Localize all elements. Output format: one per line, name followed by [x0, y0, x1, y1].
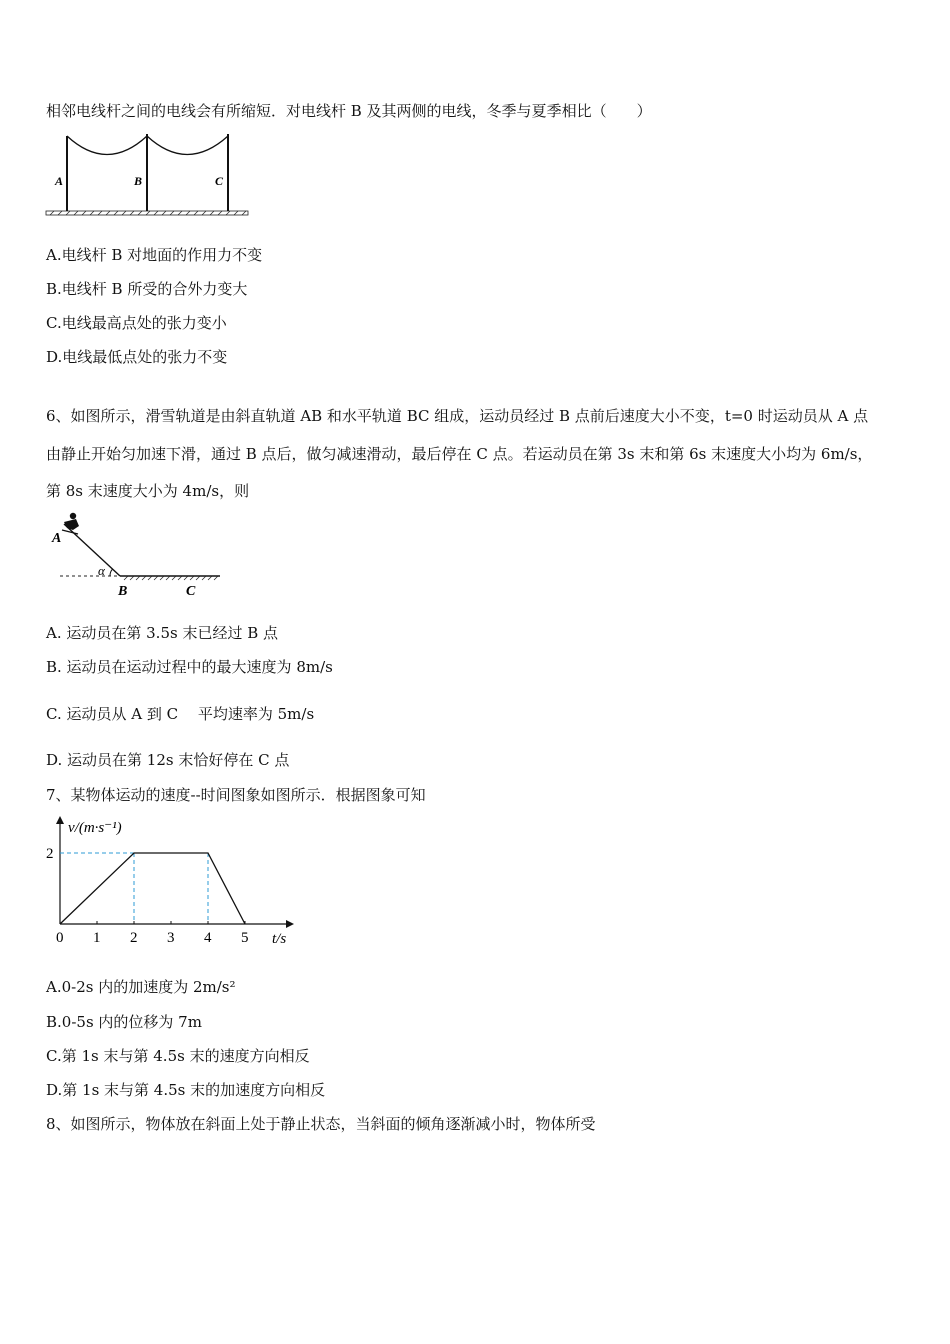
label-b: B — [134, 174, 143, 188]
q6-option-d: D. 运动员在第 12s 末恰好停在 C 点 — [46, 751, 290, 769]
ski-track-figure — [46, 510, 226, 602]
q6-option-c: C. 运动员从 A 到 C 平均速率为 5m/s — [46, 705, 315, 723]
q6-stem-line-3: 第 8s 末速度大小为 4m/s，则 — [46, 482, 250, 500]
q7-option-a: A.0-2s 内的加速度为 2m/s² — [46, 978, 236, 996]
slope-ab — [64, 524, 120, 576]
q5-option-c: C.电线最高点处的张力变小 — [46, 314, 227, 332]
label-b: B — [118, 584, 128, 599]
x-axis-label: t/s — [272, 931, 287, 947]
q5-stem: 相邻电线杆之间的电线会有所缩短．对电线杆 B 及其两侧的电线，冬季与夏季相比（ ） — [46, 102, 652, 120]
label-c: C — [215, 174, 224, 188]
q5-option-b: B.电线杆 B 所受的合外力变大 — [46, 280, 248, 298]
y-axis-label: v/(m·s⁻¹) — [68, 820, 122, 836]
label-a: A — [52, 531, 62, 546]
x-tick-label-4: 4 — [204, 930, 212, 946]
q7-option-d: D.第 1s 末与第 4.5s 末的加速度方向相反 — [46, 1081, 326, 1099]
q7-stem: 7、某物体运动的速度--时间图象如图所示．根据图象可知 — [46, 786, 426, 804]
q5-option-a: A.电线杆 B 对地面的作用力不变 — [46, 246, 263, 264]
label-a: A — [55, 174, 64, 188]
q5-option-d: D.电线最低点处的张力不变 — [46, 348, 228, 366]
x-tick-label-0: 0 — [56, 930, 64, 946]
q6-stem-line-1: 6、如图所示，滑雪轨道是由斜直轨道 AB 和水平轨道 BC 组成，运动员经过 B 点前后速度大小不变，t=0 时运动员从 A 点 — [46, 407, 869, 425]
q6-option-a: A. 运动员在第 3.5s 末已经过 B 点 — [46, 624, 279, 642]
y-axis-arrow — [56, 816, 64, 824]
x-tick-label-2: 2 — [130, 930, 138, 946]
label-alpha: α — [98, 563, 105, 578]
q6-option-b: B. 运动员在运动过程中的最大速度为 8m/s — [46, 658, 333, 676]
q7-option-b: B.0-5s 内的位移为 7m — [46, 1013, 202, 1031]
q6-stem-line-2: 由静止开始匀加速下滑，通过 B 点后，做匀减速滑动，最后停在 C 点。若运动员在第 3s 末和第 6s 末速度大小均为 6m/s， — [46, 445, 873, 463]
label-c: C — [186, 584, 196, 599]
q8-stem: 8、如图所示，物体放在斜面上处于静止状态，当斜面的倾角逐渐减小时，物体所受 — [46, 1115, 596, 1133]
y-tick-label-2: 2 — [46, 846, 54, 862]
x-axis-arrow — [286, 920, 294, 928]
velocity-series-line — [60, 853, 245, 924]
q7-option-c: C.第 1s 末与第 4.5s 末的速度方向相反 — [46, 1047, 310, 1065]
power-poles-figure — [44, 128, 254, 220]
velocity-time-chart — [40, 814, 300, 950]
x-tick-label-5: 5 — [241, 930, 249, 946]
x-tick-label-1: 1 — [93, 930, 101, 946]
x-tick-label-3: 3 — [167, 930, 175, 946]
